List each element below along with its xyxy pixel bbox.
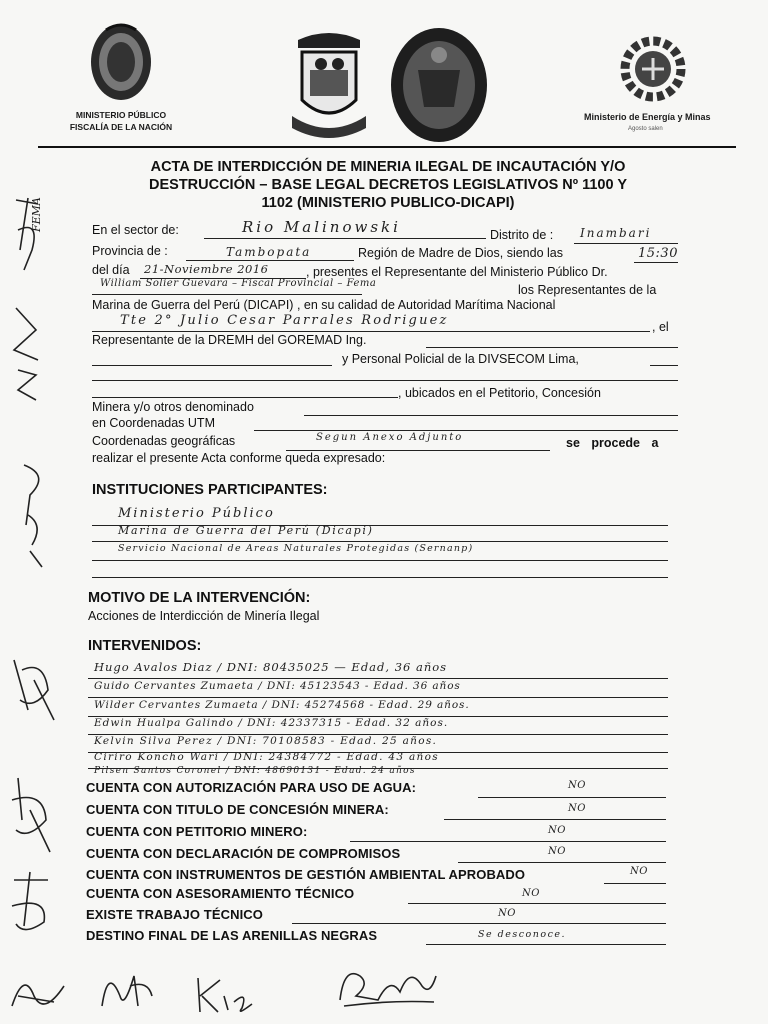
intervenido-row: Hugo Avalos Diaz / DNI: 80435025 — Edad, 36 años <box>94 660 448 674</box>
cuenta-label: DESTINO FINAL DE LAS ARENILLAS NEGRAS <box>86 928 378 943</box>
motivo-text: Acciones de Interdicción de Minería Ilegal <box>88 609 320 623</box>
margin-signature-4 <box>4 650 62 730</box>
cuenta-line <box>458 862 666 863</box>
signature-2 <box>94 956 158 1018</box>
geo-value: Segun Anexo Adjunto <box>316 432 464 443</box>
cuenta-line <box>444 819 666 820</box>
policial-label: y Personal Policial de la DIVSECOM Lima, <box>342 352 579 366</box>
ubicados-line <box>92 397 398 398</box>
cuenta-label: EXISTE TRABAJO TÉCNICO <box>86 907 263 922</box>
hora-line <box>634 262 678 263</box>
margin-signature-6 <box>4 866 60 940</box>
sector-line <box>204 238 486 239</box>
cuenta-label: CUENTA CON INSTRUMENTOS DE GESTIÓN AMBIENTAL APROBADO <box>86 867 526 882</box>
hora-value: 15:30 <box>638 246 678 261</box>
minem-caption: Ministerio de Energía y Minas <box>584 112 711 122</box>
oficial-value: Tte 2° Julio Cesar Parrales Rodriguez <box>120 313 449 328</box>
institucion-item-1: Ministerio Público <box>118 506 275 521</box>
cuenta-value: NO <box>548 825 566 836</box>
intervenido-row: Kelvin Silva Perez / DNI: 70108583 - Edad. 25 años. <box>94 735 438 747</box>
cuenta-value: NO <box>498 908 516 919</box>
procede-label: se procede a <box>566 436 659 450</box>
inst-line-2 <box>92 541 668 542</box>
cuenta-label: CUENTA CON DECLARACIÓN DE COMPROMISOS <box>86 846 401 861</box>
minera-label: Minera y/o otros denominado <box>92 400 254 414</box>
cuenta-line <box>350 841 666 842</box>
ubicados-label: , ubicados en el Petitorio, Concesión <box>398 386 601 400</box>
cuenta-value: NO <box>630 866 648 877</box>
cuenta-value: NO <box>548 846 566 857</box>
cuenta-value: NO <box>568 780 586 791</box>
title-line-1: ACTA DE INTERDICCIÓN DE MINERIA ILEGAL DE INCAUTACIÓN Y/O <box>150 159 626 175</box>
fiscal-line <box>92 294 362 295</box>
motivo-heading: MOTIVO DE LA INTERVENCIÓN: <box>88 590 311 606</box>
margin-signature-5 <box>4 770 58 860</box>
cuenta-label: CUENTA CON AUTORIZACIÓN PARA USO DE AGUA: <box>86 780 417 795</box>
minem-subcaption: Agosto salen <box>628 126 663 132</box>
policia-seal-icon <box>388 25 490 145</box>
sector-value: Rio Malinowski <box>242 218 401 236</box>
cuenta-line <box>408 903 666 904</box>
cuenta-value: Se desconoce. <box>478 929 567 940</box>
sector-label: En el sector de: <box>92 223 179 237</box>
dremh-line <box>426 347 678 348</box>
cuenta-value: NO <box>522 888 540 899</box>
intervenidos-heading: INTERVENIDOS: <box>88 638 202 654</box>
policial-pre-line <box>92 365 332 366</box>
distrito-line <box>574 243 678 244</box>
intervenido-row: Pilsen Santos Coronel / DNI: 48690131 - Edad. 24 años <box>94 766 416 776</box>
dia-value: 21-Noviembre 2016 <box>144 262 269 276</box>
dicapi-crest-icon <box>288 30 370 142</box>
realizar-label: realizar el presente Acta conforme queda expresado: <box>92 451 386 465</box>
margin-signature-2 <box>6 300 46 410</box>
cuenta-label: CUENTA CON ASESORAMIENTO TÉCNICO <box>86 886 355 901</box>
presentes-label: , presentes el Representante del Ministerio Público Dr. <box>306 265 608 279</box>
marina-label: Marina de Guerra del Perú (DICAPI) , en su calidad de Autoridad Marítima Nacional <box>92 298 556 312</box>
title-line-3: 1102 (MINISTERIO PUBLICO-DICAPI) <box>261 195 515 211</box>
cuenta-line <box>478 797 666 798</box>
provincia-value: Tambopata <box>226 245 312 259</box>
signature-4 <box>330 956 440 1020</box>
utm-label: en Coordenadas UTM <box>92 416 215 430</box>
cuenta-line <box>426 944 666 945</box>
cuenta-label: CUENTA CON PETITORIO MINERO: <box>86 824 308 839</box>
el-label: , el <box>652 320 669 334</box>
inst-line-3 <box>92 560 668 561</box>
minera-line <box>304 415 678 416</box>
intervenido-row: Wilder Cervantes Zumaeta / DNI: 45274568 - Edad. 29 años. <box>94 699 470 711</box>
cuenta-value: NO <box>568 803 586 814</box>
title-line-2: DESTRUCCIÓN – BASE LEGAL DECRETOS LEGISLATIVOS Nº 1100 Y <box>149 177 627 193</box>
oficial-line <box>92 331 650 332</box>
cuenta-line <box>604 883 666 884</box>
interv-line-2 <box>88 697 668 698</box>
provincia-label: Provincia de : <box>92 244 168 258</box>
distrito-value: Inambari <box>580 226 652 240</box>
geo-label: Coordenadas geográficas <box>92 434 236 448</box>
provincia-line <box>186 260 354 261</box>
interv-line-1 <box>88 678 668 679</box>
blank-line-1 <box>92 380 678 381</box>
institucion-item-3: Servicio Nacional de Areas Naturales Protegidas (Sernanp) <box>118 543 474 554</box>
utm-line <box>254 430 678 431</box>
distrito-label: Distrito de : <box>490 228 554 242</box>
intervenido-row: Edwin Hualpa Galindo / DNI: 42337315 - Edad. 32 años. <box>94 717 449 729</box>
signature-3 <box>188 972 258 1020</box>
margin-signature-3 <box>10 455 54 575</box>
representantes-label: los Representantes de la <box>518 283 657 297</box>
ministerio-publico-seal-icon <box>86 20 156 108</box>
margin-fema-text: FEMA <box>30 197 43 232</box>
ministerio-caption-1: MINISTERIO PÚBLICO <box>75 110 167 120</box>
minem-gear-logo-icon <box>620 34 686 104</box>
signature-1 <box>4 966 70 1018</box>
ministerio-caption-2: FISCALÍA DE LA NACIÓN <box>69 122 173 132</box>
instituciones-heading: INSTITUCIONES PARTICIPANTES: <box>92 482 328 498</box>
cuenta-label: CUENTA CON TITULO DE CONCESIÓN MINERA: <box>86 802 389 817</box>
policial-post-line <box>650 365 678 366</box>
region-label: Región de Madre de Dios, siendo las <box>358 246 563 260</box>
intervenido-row: Ciriro Koncho Wari / DNI: 24384772 - Edad. 43 años <box>94 751 439 763</box>
inst-line-4 <box>92 577 668 578</box>
intervenido-row: Guido Cervantes Zumaeta / DNI: 45123543 - Edad. 36 años <box>94 680 461 692</box>
dia-label: del día <box>92 263 130 277</box>
cuenta-line <box>292 923 666 924</box>
fiscal-value: William Solier Guevara – Fiscal Provincial – Fema <box>100 278 377 289</box>
header-rule <box>38 146 736 148</box>
institucion-item-2: Marina de Guerra del Perú (Dicapi) <box>118 524 374 537</box>
dremh-label: Representante de la DREMH del GOREMAD Ing. <box>92 333 367 347</box>
